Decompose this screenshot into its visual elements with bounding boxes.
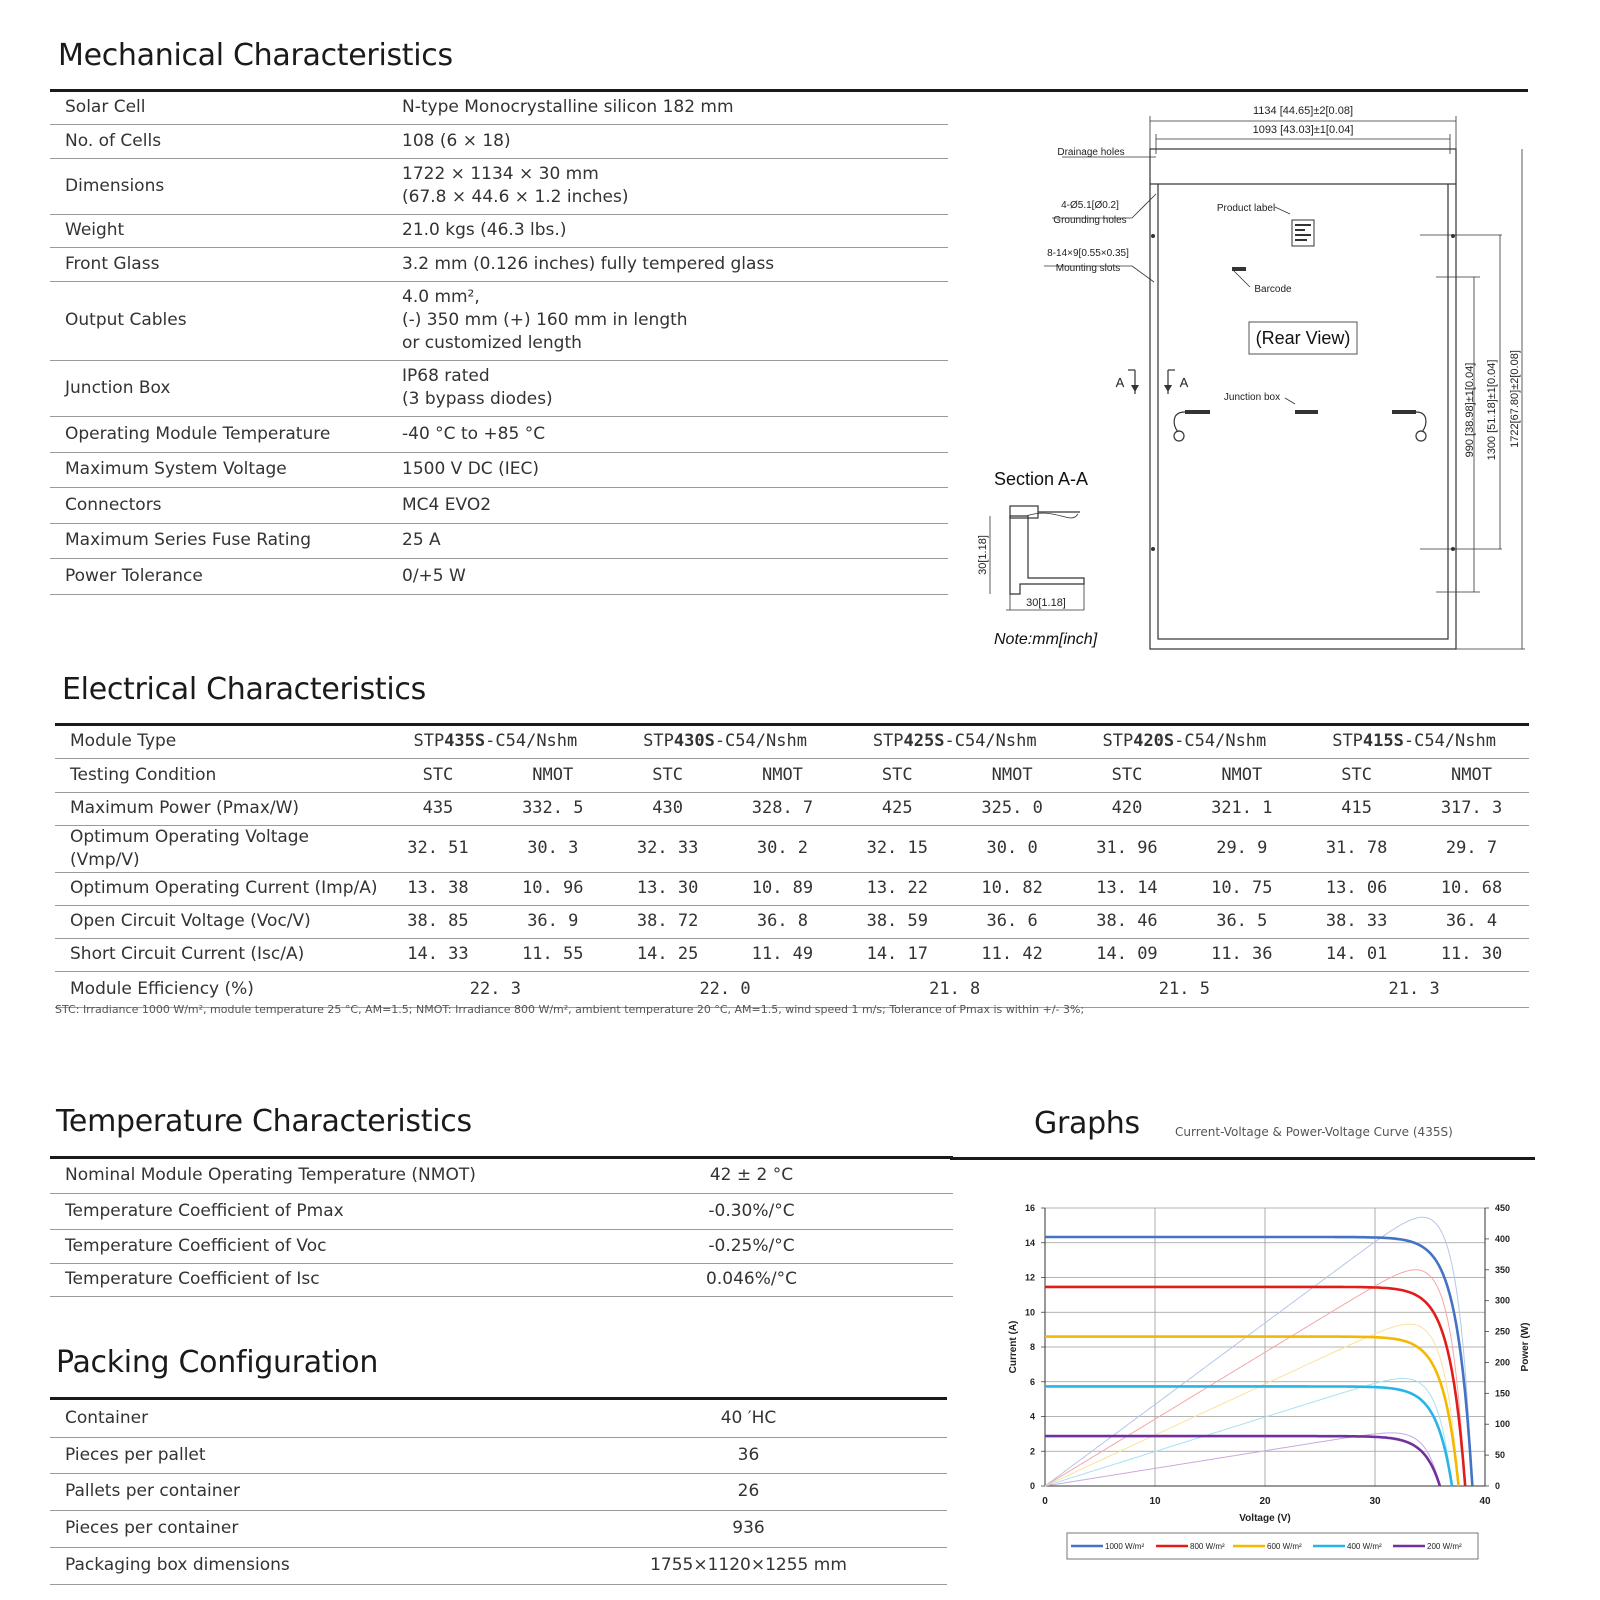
grounding-dim-label: 4-Ø5.1[Ø0.2] [1061,200,1119,211]
electrical-footnote: STC: Irradiance 1000 W/m², module temperature 25 °C, AM=1.5; NMOT: Irradiance 800 W/m², ambient temperature 20 °C, AM=1.5, wind speed 1 m/s; Tolerance of Pmax is within +/- 3%; [55,1003,1085,1016]
electrical-row [55,792,1529,825]
electrical-cell: 415 [1299,792,1414,825]
electrical-cell: 10. 75 [1184,872,1299,905]
electrical-label: Maximum Power (Pmax/W) [55,792,381,825]
electrical-cell: 13. 38 [381,872,496,905]
electrical-cell: 38. 72 [610,905,725,938]
mechanical-row [50,416,948,452]
mechanical-row [50,360,948,416]
model-suffix: -C54/Nshm [714,731,807,752]
y2-tick-label: 250 [1495,1326,1511,1337]
mounting-slots-label: Mounting slots [1055,263,1121,274]
packing-title: Packing Configuration [56,1345,379,1380]
packing-row-label: Pieces per container [50,1510,550,1547]
mechanical-value [382,92,948,124]
electrical-cell: 32. 51 [381,825,496,872]
efficiency-row [55,971,1529,1007]
electrical-cell: 30. 2 [725,825,840,872]
packing-row [50,1437,947,1473]
mechanical-value [382,158,948,214]
temperature-row-value: -0.25%/°C [550,1229,953,1263]
mechanical-label: Dimensions [50,158,382,214]
temperature-row-value: 0.046%/°C [550,1263,953,1296]
electrical-label: Short Circuit Current (Isc/A) [55,938,381,971]
electrical-cell: 11. 36 [1184,938,1299,971]
temperature-row-value: 42 ± 2 °C [550,1159,953,1193]
temperature-row-label: Nominal Module Operating Temperature (NMOT) [50,1159,550,1193]
mechanical-value [382,558,948,594]
section-height-dim: 30[1.18] [977,535,989,575]
electrical-row [55,872,1529,905]
iv-curve-0 [1045,1237,1472,1486]
mechanical-value [382,416,948,452]
y2-tick-label: 350 [1495,1264,1511,1275]
mechanical-row [50,523,948,558]
model-suffix: -C54/Nshm [944,731,1037,752]
electrical-table [55,726,1529,1008]
dim-1300: 1300 [51.18]±1[0.04] [1486,359,1498,461]
electrical-cell: 38. 59 [840,905,955,938]
electrical-cell: 11. 55 [495,938,610,971]
model-power: 415S [1362,731,1404,752]
mechanical-label: Operating Module Temperature [50,416,382,452]
dim-1722: 1722[67.80]±2[0.08] [1509,350,1521,448]
testing-condition-label: Testing Condition [55,758,381,792]
electrical-cell: 325. 0 [955,792,1070,825]
mechanical-table [50,92,948,595]
mechanical-value [382,281,948,360]
electrical-cell: 10. 89 [725,872,840,905]
iv-pv-chart [995,1190,1550,1600]
electrical-cell: 36. 4 [1414,905,1529,938]
product-label-label: Product label [1216,203,1276,214]
y-tick-label: 4 [1029,1411,1035,1422]
electrical-cell: 10. 82 [955,872,1070,905]
mechanical-row [50,281,948,360]
electrical-cell: 36. 9 [495,905,610,938]
electrical-cell: 30. 3 [495,825,610,872]
graphs-title: Graphs [1034,1106,1140,1141]
electrical-cell: 38. 33 [1299,905,1414,938]
y2-tick-label: 400 [1495,1233,1511,1244]
x-tick-label: 10 [1149,1496,1161,1507]
model-power: 425S [903,731,945,752]
mechanical-value-line: or customized length [402,333,582,353]
module-model [840,726,1070,758]
module-model [1299,726,1529,758]
y-tick-label: 10 [1024,1307,1035,1318]
y2-tick-label: 100 [1495,1419,1511,1430]
temperature-row [50,1229,953,1263]
grounding-holes-label: Grounding holes [1053,215,1127,226]
legend-label: 1000 W/m² [1105,1542,1145,1551]
electrical-cell: 13. 06 [1299,872,1414,905]
model-power: 420S [1133,731,1175,752]
electrical-cell: 332. 5 [495,792,610,825]
mechanical-value [382,214,948,247]
electrical-cell: 13. 14 [1070,872,1185,905]
y2-tick-label: 0 [1495,1481,1501,1491]
graphs-subtitle: Current-Voltage & Power-Voltage Curve (435S) [1175,1125,1453,1139]
packing-row-value: 36 [550,1437,947,1473]
y2-tick-label: 300 [1495,1295,1511,1306]
mechanical-value [382,124,948,158]
testing-condition-row [55,758,1529,792]
model-power: 430S [673,731,715,752]
y-axis-label: Current (A) [1008,1320,1019,1374]
y-tick-label: 8 [1029,1342,1035,1352]
temperature-row [50,1159,953,1193]
module-model [1070,726,1300,758]
mechanical-value-line: MC4 EVO2 [402,494,492,515]
electrical-label: Optimum Operating Voltage (Vmp/V) [55,825,381,872]
efficiency-cell: 22. 3 [381,971,611,1007]
model-prefix: STP [1102,731,1134,752]
temperature-row-label: Temperature Coefficient of Isc [50,1263,550,1296]
mechanical-label: No. of Cells [50,124,382,158]
packing-row-label: Container [50,1400,550,1437]
barcode-label: Barcode [1254,284,1292,295]
packing-row-value: 40 ′HC [550,1400,947,1437]
electrical-cell: 425 [840,792,955,825]
testing-condition-cell: NMOT [955,758,1070,792]
electrical-cell: 10. 68 [1414,872,1529,905]
chart-legend [1067,1533,1478,1559]
model-prefix: STP [1332,731,1363,752]
electrical-cell: 29. 9 [1184,825,1299,872]
packing-table [50,1400,947,1585]
mechanical-label: Output Cables [50,281,382,360]
electrical-cell: 32. 33 [610,825,725,872]
legend-label: 200 W/m² [1427,1542,1462,1551]
mechanical-title: Mechanical Characteristics [58,38,453,73]
packing-row-label: Packaging box dimensions [50,1547,550,1584]
section-title: Section A-A [994,469,1089,489]
iv-curve-4 [1045,1436,1440,1486]
y2-tick-label: 200 [1495,1357,1511,1368]
electrical-cell: 32. 15 [840,825,955,872]
mechanical-row [50,558,948,594]
module-type-label: Module Type [55,726,381,758]
mechanical-label: Junction Box [50,360,382,416]
packing-row-label: Pieces per pallet [50,1437,550,1473]
mechanical-value [382,247,948,281]
width-inner-dim: 1093 [43.03]±1[0.04] [1252,124,1354,136]
mechanical-row [50,92,948,124]
testing-condition-cell: NMOT [495,758,610,792]
electrical-cell: 29. 7 [1414,825,1529,872]
mechanical-value-line: (-) 350 mm (+) 160 mm in length [402,310,688,330]
electrical-cell: 435 [381,792,496,825]
efficiency-label: Module Efficiency (%) [55,971,381,1007]
mechanical-label: Solar Cell [50,92,382,124]
mechanical-value-line: 21.0 kgs (46.3 lbs.) [402,220,567,240]
electrical-cell: 321. 1 [1184,792,1299,825]
mechanical-label: Front Glass [50,247,382,281]
efficiency-cell: 21. 3 [1299,971,1529,1007]
y-tick-label: 6 [1029,1376,1035,1387]
y2-axis-label: Power (W) [1520,1322,1531,1372]
electrical-cell: 11. 30 [1414,938,1529,971]
y2-tick-label: 450 [1495,1203,1511,1213]
mechanical-value-line: N-type Monocrystalline silicon 182 mm [402,97,734,118]
mechanical-value [382,452,948,487]
temperature-row-value: -0.30%/°C [550,1193,953,1229]
pv-curve-1 [1045,1270,1465,1486]
packing-row [50,1400,947,1437]
electrical-row [55,825,1529,872]
electrical-cell: 317. 3 [1414,792,1529,825]
electrical-cell: 14. 25 [610,938,725,971]
electrical-cell: 10. 96 [495,872,610,905]
packing-row [50,1473,947,1510]
pv-curve-4 [1045,1433,1440,1486]
mechanical-label: Maximum System Voltage [50,452,382,487]
mounting-dim-label: 8-14×9[0.55×0.35] [1047,248,1129,259]
mechanical-value-line: -40 °C to +85 °C [402,423,546,444]
note-label: Note:mm[inch] [994,631,1098,648]
efficiency-cell: 22. 0 [610,971,840,1007]
y-tick-label: 16 [1024,1203,1035,1213]
x-tick-label: 0 [1042,1496,1048,1507]
y-tick-label: 12 [1024,1272,1035,1283]
mechanical-value-line: 1722 × 1134 × 30 mm [402,164,599,184]
mechanical-row [50,487,948,523]
electrical-cell: 14. 33 [381,938,496,971]
x-tick-label: 20 [1259,1496,1271,1507]
electrical-cell: 38. 46 [1070,905,1185,938]
efficiency-cell: 21. 8 [840,971,1070,1007]
pv-curve-2 [1045,1324,1459,1486]
electrical-cell: 36. 6 [955,905,1070,938]
temperature-row [50,1263,953,1296]
y-tick-label: 2 [1029,1446,1035,1457]
legend-label: 800 W/m² [1190,1542,1225,1551]
model-prefix: STP [413,731,445,752]
x-axis-label: Voltage (V) [1239,1513,1291,1524]
electrical-cell: 14. 17 [840,938,955,971]
electrical-row [55,905,1529,938]
section-marker-right: A [1179,375,1189,390]
model-power: 435S [444,731,486,752]
temperature-row [50,1193,953,1229]
model-suffix: -C54/Nshm [1174,731,1267,752]
packing-row-value: 26 [550,1473,947,1510]
mechanical-value-line: 108 (6 × 18) [402,130,511,151]
testing-condition-cell: NMOT [1184,758,1299,792]
x-tick-label: 30 [1369,1496,1381,1507]
module-drawing [960,94,1540,669]
electrical-label: Open Circuit Voltage (Voc/V) [55,905,381,938]
testing-condition-cell: NMOT [725,758,840,792]
mechanical-row [50,158,948,214]
electrical-cell: 38. 85 [381,905,496,938]
testing-condition-cell: STC [610,758,725,792]
legend-label: 600 W/m² [1267,1542,1302,1551]
pv-curve-3 [1045,1379,1452,1487]
dim-990: 990 [38.98]±1[0.04] [1464,362,1476,458]
y-tick-label: 14 [1024,1237,1035,1248]
electrical-cell: 36. 8 [725,905,840,938]
electrical-cell: 14. 01 [1299,938,1414,971]
packing-row-label: Pallets per container [50,1473,550,1510]
module-type-row [55,726,1529,758]
temperature-table [50,1159,953,1297]
electrical-cell: 31. 78 [1299,825,1414,872]
mechanical-value-line: (3 bypass diodes) [402,389,553,409]
mechanical-label: Connectors [50,487,382,523]
pv-curve-0 [1045,1217,1472,1486]
electrical-label: Optimum Operating Current (Imp/A) [55,872,381,905]
graphs-rule [950,1157,1535,1160]
mechanical-label: Power Tolerance [50,558,382,594]
y-tick-label: 0 [1029,1481,1035,1491]
module-model [381,726,611,758]
mechanical-value-line: 4.0 mm², [402,287,480,307]
electrical-cell: 31. 96 [1070,825,1185,872]
module-model [610,726,840,758]
section-marker-left: A [1115,375,1125,390]
junction-box-label: Junction box [1223,392,1281,403]
efficiency-cell: 21. 5 [1070,971,1300,1007]
mechanical-value-line: 25 A [402,530,441,550]
packing-row-value: 1755×1120×1255 mm [550,1547,947,1584]
rear-view-label: (Rear View) [1255,328,1351,348]
electrical-cell: 420 [1070,792,1185,825]
width-outer-dim: 1134 [44.65]±2[0.08] [1252,105,1354,117]
temperature-title: Temperature Characteristics [56,1104,472,1139]
packing-row [50,1510,947,1547]
electrical-cell: 328. 7 [725,792,840,825]
electrical-cell: 14. 09 [1070,938,1185,971]
mechanical-value-line: 1500 V DC (IEC) [402,459,539,479]
packing-row-value: 936 [550,1510,947,1547]
electrical-cell: 430 [610,792,725,825]
electrical-cell: 30. 0 [955,825,1070,872]
temperature-row-label: Temperature Coefficient of Pmax [50,1193,550,1229]
electrical-cell: 36. 5 [1184,905,1299,938]
electrical-row [55,938,1529,971]
testing-condition-cell: STC [840,758,955,792]
drainage-holes-label: Drainage holes [1057,147,1125,158]
mechanical-label: Weight [50,214,382,247]
y2-tick-label: 150 [1495,1388,1511,1399]
electrical-cell: 13. 30 [610,872,725,905]
mechanical-value [382,523,948,558]
mechanical-value-line: 0/+5 W [402,565,466,586]
model-prefix: STP [643,731,674,752]
model-suffix: -C54/Nshm [1403,731,1496,752]
mechanical-value-line: (67.8 × 44.6 × 1.2 inches) [402,187,629,207]
model-suffix: -C54/Nshm [485,731,578,752]
mechanical-row [50,247,948,281]
testing-condition-cell: NMOT [1414,758,1529,792]
mechanical-value-line: 3.2 mm (0.126 inches) fully tempered glass [402,253,775,274]
mechanical-row [50,214,948,247]
mechanical-row [50,124,948,158]
iv-curve-2 [1045,1337,1459,1486]
mechanical-value [382,360,948,416]
mechanical-value-line: IP68 rated [402,366,490,386]
x-tick-label: 40 [1479,1496,1491,1507]
mechanical-label: Maximum Series Fuse Rating [50,523,382,558]
testing-condition-cell: STC [1299,758,1414,792]
model-prefix: STP [872,731,904,752]
temperature-row-label: Temperature Coefficient of Voc [50,1229,550,1263]
y2-tick-label: 50 [1495,1450,1506,1461]
electrical-cell: 11. 42 [955,938,1070,971]
testing-condition-cell: STC [381,758,496,792]
mechanical-value [382,487,948,523]
packing-row [50,1547,947,1584]
legend-label: 400 W/m² [1347,1542,1382,1551]
electrical-cell: 11. 49 [725,938,840,971]
electrical-title: Electrical Characteristics [62,672,426,707]
testing-condition-cell: STC [1070,758,1185,792]
mechanical-row [50,452,948,487]
section-width-dim: 30[1.18] [1026,597,1066,609]
electrical-cell: 13. 22 [840,872,955,905]
